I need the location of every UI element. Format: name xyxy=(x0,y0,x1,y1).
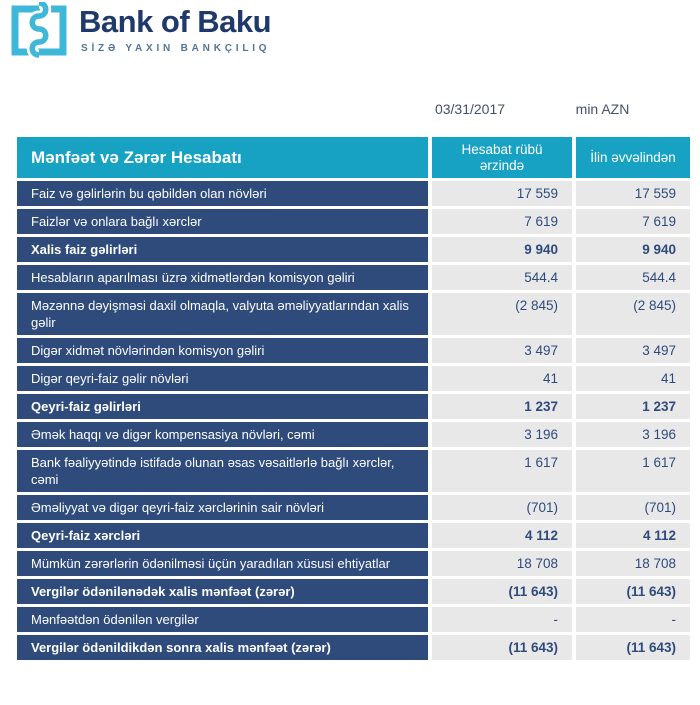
row-value-ytd: 3 497 xyxy=(576,338,690,363)
table-row xyxy=(17,607,690,632)
brand-tagline: SİZƏ YAXIN BANKÇILIQ xyxy=(81,43,271,54)
row-value-quarter: 18 708 xyxy=(432,551,572,576)
row-value-ytd: 9 940 xyxy=(576,237,690,262)
row-label: Qeyri-faiz gəlirləri xyxy=(17,394,428,419)
row-value-ytd: (11 643) xyxy=(576,579,690,604)
table-row xyxy=(17,181,690,206)
table-row xyxy=(17,635,690,660)
row-value-quarter: 7 619 xyxy=(432,209,572,234)
row-value-ytd: (2 845) xyxy=(576,293,690,335)
row-label: Faizlər və onlara bağlı xərclər xyxy=(17,209,428,234)
row-value-ytd: 1 617 xyxy=(576,450,690,492)
row-label: Bank fəaliyyətində istifadə olunan əsas vəsaitlərlə bağlı xərclər, cəmi xyxy=(17,450,428,492)
row-label: Digər xidmət növlərindən komisyon gəliri xyxy=(17,338,428,363)
row-value-quarter: (11 643) xyxy=(432,579,572,604)
row-value-quarter: 4 112 xyxy=(432,523,572,548)
row-value-ytd: (701) xyxy=(576,495,690,520)
row-value-quarter: 17 559 xyxy=(432,181,572,206)
column-header-quarter: Hesabat rübü ərzində xyxy=(432,137,572,178)
brand-wordmark: Bank of Baku xyxy=(79,4,272,39)
table-row xyxy=(17,265,690,290)
table-title: Mənfəət və Zərər Hesabatı xyxy=(17,137,428,178)
row-value-quarter: 3 497 xyxy=(432,338,572,363)
row-value-quarter: 3 196 xyxy=(432,422,572,447)
row-value-ytd: 544.4 xyxy=(576,265,690,290)
chain-links-icon xyxy=(10,2,68,58)
table-row xyxy=(17,579,690,604)
column-header-ytd: İlin əvvəlindən xyxy=(576,137,690,178)
row-label: Faiz və gəlirlərin bu qəbildən olan növləri xyxy=(17,181,428,206)
currency-unit: min AZN xyxy=(575,101,630,117)
row-value-ytd: - xyxy=(576,607,690,632)
report-date: 03/31/2017 xyxy=(434,101,506,117)
row-label: Əməliyyat və digər qeyri-faiz xərclərinin sair növləri xyxy=(17,495,428,520)
row-label: Mümkün zərərlərin ödənilməsi üçün yaradılan xüsusi ehtiyatlar xyxy=(17,551,428,576)
row-value-ytd: 4 112 xyxy=(576,523,690,548)
profit-loss-table xyxy=(17,137,690,663)
row-value-ytd: 7 619 xyxy=(576,209,690,234)
row-label: Vergilər ödənildikdən sonra xalis mənfəət (zərər) xyxy=(17,635,428,660)
table-row xyxy=(17,338,690,363)
row-value-quarter: 9 940 xyxy=(432,237,572,262)
row-value-quarter: (11 643) xyxy=(432,635,572,660)
row-value-quarter: (2 845) xyxy=(432,293,572,335)
row-label: Qeyri-faiz xərcləri xyxy=(17,523,428,548)
row-value-ytd: (11 643) xyxy=(576,635,690,660)
row-value-quarter: - xyxy=(432,607,572,632)
table-header-row xyxy=(17,137,690,178)
table-row xyxy=(17,450,690,492)
row-value-quarter: 41 xyxy=(432,366,572,391)
table-row xyxy=(17,495,690,520)
table-row xyxy=(17,551,690,576)
row-label: Digər qeyri-faiz gəlir növləri xyxy=(17,366,428,391)
row-value-ytd: 3 196 xyxy=(576,422,690,447)
table-row xyxy=(17,209,690,234)
table-row xyxy=(17,237,690,262)
table-row xyxy=(17,293,690,335)
bank-logo xyxy=(10,2,271,58)
row-value-ytd: 18 708 xyxy=(576,551,690,576)
row-label: Hesabların aparılması üzrə xidmətlərdən komisyon gəliri xyxy=(17,265,428,290)
row-value-quarter: 1 617 xyxy=(432,450,572,492)
row-label: Vergilər ödənilənədək xalis mənfəət (zərər) xyxy=(17,579,428,604)
row-value-ytd: 1 237 xyxy=(576,394,690,419)
row-value-quarter: (701) xyxy=(432,495,572,520)
table-row xyxy=(17,366,690,391)
table-body xyxy=(17,181,690,660)
row-value-ytd: 41 xyxy=(576,366,690,391)
logo-text xyxy=(79,2,271,54)
table-row xyxy=(17,394,690,419)
row-label: Mənfəətdən ödənilən vergilər xyxy=(17,607,428,632)
table-row xyxy=(17,523,690,548)
row-label: Əmək haqqı və digər kompensasiya növləri, cəmi xyxy=(17,422,428,447)
row-label: Xalis faiz gəlirləri xyxy=(17,237,428,262)
row-value-ytd: 17 559 xyxy=(576,181,690,206)
table-row xyxy=(17,422,690,447)
row-label: Məzənnə dəyişməsi daxil olmaqla, valyuta əməliyyatlarından xalis gəlir xyxy=(17,293,428,335)
row-value-quarter: 1 237 xyxy=(432,394,572,419)
row-value-quarter: 544.4 xyxy=(432,265,572,290)
